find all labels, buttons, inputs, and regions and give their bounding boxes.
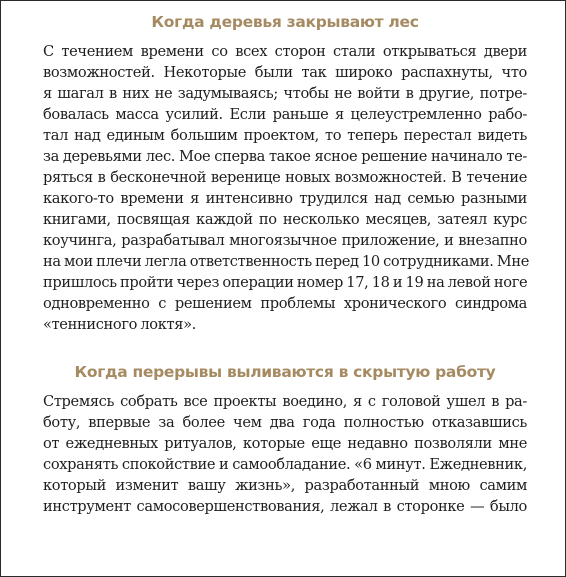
text-line: инструмент самосовершенствования, лежал в сторонке — было [43,498,527,515]
section-heading: Когда деревья закрывают лес [151,13,419,31]
text-line: боту, впервые за более чем два года полностью отказавшись [43,414,527,431]
text-line: который изменит вашу жизнь», разработанный мною самим [43,477,527,494]
text-line: «теннисного локтя». [43,316,196,333]
text-line: тал над единым большим проектом, то теперь перестал видеть [43,127,527,144]
text-line: сохранять спокойствие и самообладание. «6 минут. Ежедневник, [43,456,527,473]
section-heading: Когда перерывы выливаются в скрытую работу [74,363,496,381]
text-line: возможностей. Некоторые были так широко распахнуты, что [43,64,527,81]
text-line: на мои плечи легла ответственность перед 10 сотрудниками. Мне [43,253,530,270]
text-line: я шагал в них не задумываясь; чтобы не войти в другие, потре- [43,85,527,102]
text-line: одновременно с решением проблемы хронического синдрома [43,295,527,312]
section-body [43,391,527,517]
text-line: от ежедневных ритуалов, которые еще недавно позволяли мне [43,435,527,452]
text-line: бовалась масса усилий. Если раньше я целеустремленно рабо- [43,106,527,123]
text-line: ряться в бесконечной веренице новых возможностей. В течение [43,169,527,186]
text-line: пришлось пройти через операции номер 17, 18 и 19 на левой ноге [43,274,528,291]
text-line: Стремясь собрать все проекты воедино, я с головой ушел в ра- [43,393,527,410]
text-line: книгами, посвящая каждой по несколько месяцев, затеял курс [43,211,527,228]
section-body [43,41,530,335]
text-line: какого-то времени я интенсивно трудился над семью разными [43,190,527,207]
section-breaks-become-work [43,357,527,517]
text-line: коучинга, разрабатывал многоязычное приложение, и внезапно [43,232,527,249]
section-trees-hide-forest [43,7,530,335]
text-line: за деревьями лес. Мое сперва такое ясное решение начинало те- [43,148,527,165]
text-line: С течением времени со всех сторон стали открываться двери [43,43,527,60]
